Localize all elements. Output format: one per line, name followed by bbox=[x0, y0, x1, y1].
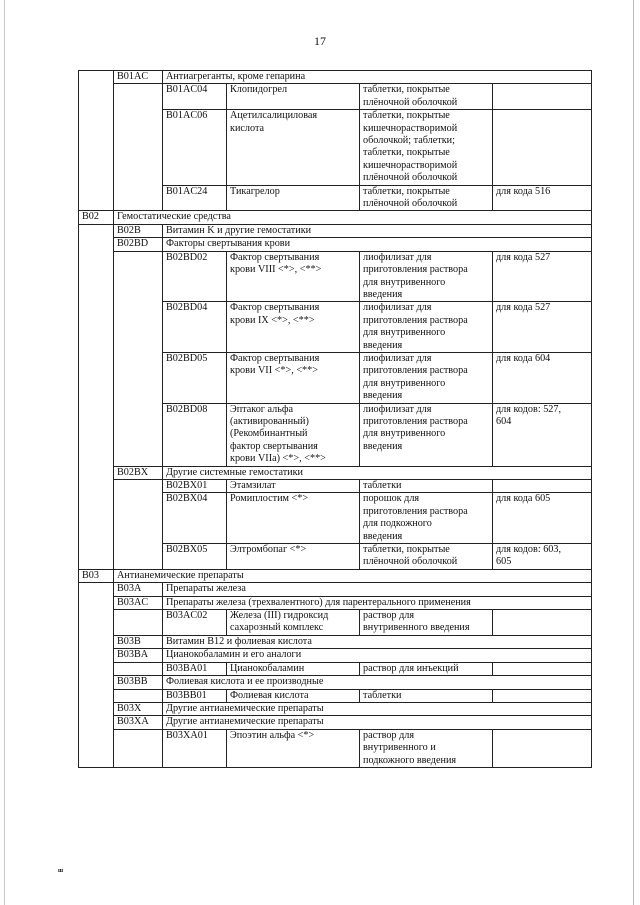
indent-cell bbox=[79, 480, 114, 493]
scan-mark: ш bbox=[58, 868, 64, 874]
indent-cell bbox=[79, 224, 114, 237]
drug-name-cell: Фактор свертывания крови IX <*>, <**> bbox=[227, 302, 360, 353]
indent-cell bbox=[79, 251, 114, 302]
note-cell bbox=[493, 689, 592, 702]
group-row bbox=[79, 224, 592, 237]
group-row bbox=[79, 716, 592, 729]
indent-cell bbox=[79, 610, 114, 636]
drug-row bbox=[79, 480, 592, 493]
drug-name-cell: Этамзилат bbox=[227, 480, 360, 493]
atc-code-cell: B02BD08 bbox=[163, 403, 227, 466]
atc-code-cell: B02BD04 bbox=[163, 302, 227, 353]
drug-row bbox=[79, 185, 592, 211]
group-name-cell: Препараты железа (трехвалентного) для парентерального применения bbox=[163, 596, 592, 609]
indent-cell bbox=[79, 352, 114, 403]
group-row bbox=[79, 596, 592, 609]
atc-code-cell: B03A bbox=[114, 583, 163, 596]
note-cell bbox=[493, 84, 592, 110]
indent-cell bbox=[79, 702, 114, 715]
indent-cell bbox=[114, 84, 163, 110]
indent-cell bbox=[79, 302, 114, 353]
atc-code-cell: B03XA bbox=[114, 716, 163, 729]
dosage-form-cell: таблетки, покрытые плёночной оболочкой bbox=[360, 84, 493, 110]
indent-cell bbox=[79, 689, 114, 702]
indent-cell bbox=[114, 689, 163, 702]
dosage-form-cell: таблетки bbox=[360, 689, 493, 702]
indent-cell bbox=[114, 610, 163, 636]
group-row bbox=[79, 569, 592, 582]
indent-cell bbox=[79, 71, 114, 84]
indent-cell bbox=[114, 403, 163, 466]
drug-name-cell: Эптаког альфа (активированный) (Рекомбинантный фактор свертывания крови VIIa) <*>, <**> bbox=[227, 403, 360, 466]
group-name-cell: Витамин B12 и фолиевая кислота bbox=[163, 635, 592, 648]
drug-row bbox=[79, 302, 592, 353]
atc-code-cell: B02BD bbox=[114, 238, 163, 251]
atc-code-cell: B01AC04 bbox=[163, 84, 227, 110]
atc-code-cell: B03 bbox=[79, 569, 114, 582]
drug-name-cell: Цианокобаламин bbox=[227, 662, 360, 675]
note-cell: для кодов: 527, 604 bbox=[493, 403, 592, 466]
drug-name-cell: Фолиевая кислота bbox=[227, 689, 360, 702]
indent-cell bbox=[79, 583, 114, 596]
note-cell: для кода 516 bbox=[493, 185, 592, 211]
atc-code-cell: B02BX bbox=[114, 466, 163, 479]
indent-cell bbox=[79, 649, 114, 662]
atc-code-cell: B03AC bbox=[114, 596, 163, 609]
indent-cell bbox=[114, 185, 163, 211]
drug-name-cell: Ромиплостим <*> bbox=[227, 493, 360, 544]
atc-code-cell: B03BA bbox=[114, 649, 163, 662]
drug-name-cell: Железа (III) гидроксид сахарозный комплекс bbox=[227, 610, 360, 636]
drug-row bbox=[79, 251, 592, 302]
indent-cell bbox=[114, 662, 163, 675]
indent-cell bbox=[79, 635, 114, 648]
indent-cell bbox=[114, 729, 163, 767]
indent-cell bbox=[114, 480, 163, 493]
atc-code-cell: B01AC bbox=[114, 71, 163, 84]
dosage-form-cell: таблетки, покрытые плёночной оболочкой bbox=[360, 544, 493, 570]
drug-name-cell: Элтромбопаг <*> bbox=[227, 544, 360, 570]
indent-cell bbox=[79, 544, 114, 570]
indent-cell bbox=[114, 352, 163, 403]
indent-cell bbox=[114, 110, 163, 185]
dosage-form-cell: лиофилизат для приготовления раствора для внутривенного введения bbox=[360, 302, 493, 353]
group-row bbox=[79, 583, 592, 596]
dosage-form-cell: таблетки, покрытые плёночной оболочкой bbox=[360, 185, 493, 211]
note-cell: для кодов: 603, 605 bbox=[493, 544, 592, 570]
atc-code-cell: B02BD02 bbox=[163, 251, 227, 302]
group-name-cell: Витамин K и другие гемостатики bbox=[163, 224, 592, 237]
atc-code-cell: B03BB bbox=[114, 676, 163, 689]
dosage-form-cell: порошок для приготовления раствора для подкожного введения bbox=[360, 493, 493, 544]
dosage-form-cell: лиофилизат для приготовления раствора для внутривенного введения bbox=[360, 403, 493, 466]
note-cell: для кода 527 bbox=[493, 302, 592, 353]
note-cell bbox=[493, 480, 592, 493]
group-name-cell: Препараты железа bbox=[163, 583, 592, 596]
atc-code-cell: B02BX05 bbox=[163, 544, 227, 570]
drug-row bbox=[79, 662, 592, 675]
drug-name-cell: Фактор свертывания крови VII <*>, <**> bbox=[227, 352, 360, 403]
atc-code-cell: B02BX01 bbox=[163, 480, 227, 493]
dosage-form-cell: раствор для внутривенного и подкожного введения bbox=[360, 729, 493, 767]
drug-row bbox=[79, 403, 592, 466]
group-name-cell: Другие системные гемостатики bbox=[163, 466, 592, 479]
indent-cell bbox=[79, 466, 114, 479]
dosage-form-cell: раствор для внутривенного введения bbox=[360, 610, 493, 636]
drug-name-cell: Тикагрелор bbox=[227, 185, 360, 211]
note-cell: для кода 605 bbox=[493, 493, 592, 544]
drug-name-cell: Клопидогрел bbox=[227, 84, 360, 110]
group-name-cell: Другие антианемические препараты bbox=[163, 702, 592, 715]
group-row bbox=[79, 676, 592, 689]
atc-code-cell: B02BX04 bbox=[163, 493, 227, 544]
note-cell bbox=[493, 729, 592, 767]
indent-cell bbox=[79, 596, 114, 609]
drug-list-body bbox=[79, 71, 592, 768]
group-name-cell: Антианемические препараты bbox=[114, 569, 592, 582]
indent-cell bbox=[79, 716, 114, 729]
note-cell bbox=[493, 110, 592, 185]
indent-cell bbox=[114, 544, 163, 570]
page-number: 17 bbox=[314, 34, 326, 48]
drug-row bbox=[79, 84, 592, 110]
indent-cell bbox=[114, 251, 163, 302]
drug-list-table bbox=[78, 70, 592, 768]
drug-row bbox=[79, 729, 592, 767]
indent-cell bbox=[79, 729, 114, 767]
atc-code-cell: B01AC24 bbox=[163, 185, 227, 211]
group-row bbox=[79, 71, 592, 84]
indent-cell bbox=[114, 302, 163, 353]
indent-cell bbox=[79, 662, 114, 675]
group-row bbox=[79, 702, 592, 715]
group-name-cell: Факторы свертывания крови bbox=[163, 238, 592, 251]
dosage-form-cell: таблетки bbox=[360, 480, 493, 493]
atc-code-cell: B03XA01 bbox=[163, 729, 227, 767]
drug-name-cell: Ацетилсалициловая кислота bbox=[227, 110, 360, 185]
atc-code-cell: B03BB01 bbox=[163, 689, 227, 702]
group-row bbox=[79, 635, 592, 648]
indent-cell bbox=[79, 110, 114, 185]
group-row bbox=[79, 238, 592, 251]
indent-cell bbox=[79, 84, 114, 110]
group-name-cell: Гемостатические средства bbox=[114, 211, 592, 224]
atc-code-cell: B03X bbox=[114, 702, 163, 715]
group-row bbox=[79, 649, 592, 662]
note-cell: для кода 604 bbox=[493, 352, 592, 403]
group-name-cell: Другие антианемические препараты bbox=[163, 716, 592, 729]
note-cell bbox=[493, 662, 592, 675]
drug-name-cell: Фактор свертывания крови VIII <*>, <**> bbox=[227, 251, 360, 302]
dosage-form-cell: раствор для инъекций bbox=[360, 662, 493, 675]
drug-row bbox=[79, 544, 592, 570]
indent-cell bbox=[79, 185, 114, 211]
drug-row bbox=[79, 689, 592, 702]
atc-code-cell: B01AC06 bbox=[163, 110, 227, 185]
drug-name-cell: Эпоэтин альфа <*> bbox=[227, 729, 360, 767]
atc-code-cell: B02B bbox=[114, 224, 163, 237]
indent-cell bbox=[79, 238, 114, 251]
atc-code-cell: B03B bbox=[114, 635, 163, 648]
dosage-form-cell: таблетки, покрытые кишечнорастворимой оболочкой; таблетки; таблетки, покрытые кишечнорастворимой плёночной оболочкой bbox=[360, 110, 493, 185]
group-row bbox=[79, 211, 592, 224]
group-name-cell: Цианокобаламин и его аналоги bbox=[163, 649, 592, 662]
atc-code-cell: B02BD05 bbox=[163, 352, 227, 403]
atc-code-cell: B03AC02 bbox=[163, 610, 227, 636]
indent-cell bbox=[79, 493, 114, 544]
drug-row bbox=[79, 352, 592, 403]
dosage-form-cell: лиофилизат для приготовления раствора для внутривенного введения bbox=[360, 352, 493, 403]
indent-cell bbox=[114, 493, 163, 544]
drug-row bbox=[79, 110, 592, 185]
group-name-cell: Антиагреганты, кроме гепарина bbox=[163, 71, 592, 84]
indent-cell bbox=[79, 676, 114, 689]
group-name-cell: Фолиевая кислота и ее производные bbox=[163, 676, 592, 689]
atc-code-cell: B03BA01 bbox=[163, 662, 227, 675]
atc-code-cell: B02 bbox=[79, 211, 114, 224]
scan-edge-left bbox=[4, 0, 5, 905]
group-row bbox=[79, 466, 592, 479]
scan-edge-right bbox=[633, 0, 634, 905]
note-cell: для кода 527 bbox=[493, 251, 592, 302]
dosage-form-cell: лиофилизат для приготовления раствора для внутривенного введения bbox=[360, 251, 493, 302]
drug-row bbox=[79, 493, 592, 544]
drug-row bbox=[79, 610, 592, 636]
indent-cell bbox=[79, 403, 114, 466]
note-cell bbox=[493, 610, 592, 636]
